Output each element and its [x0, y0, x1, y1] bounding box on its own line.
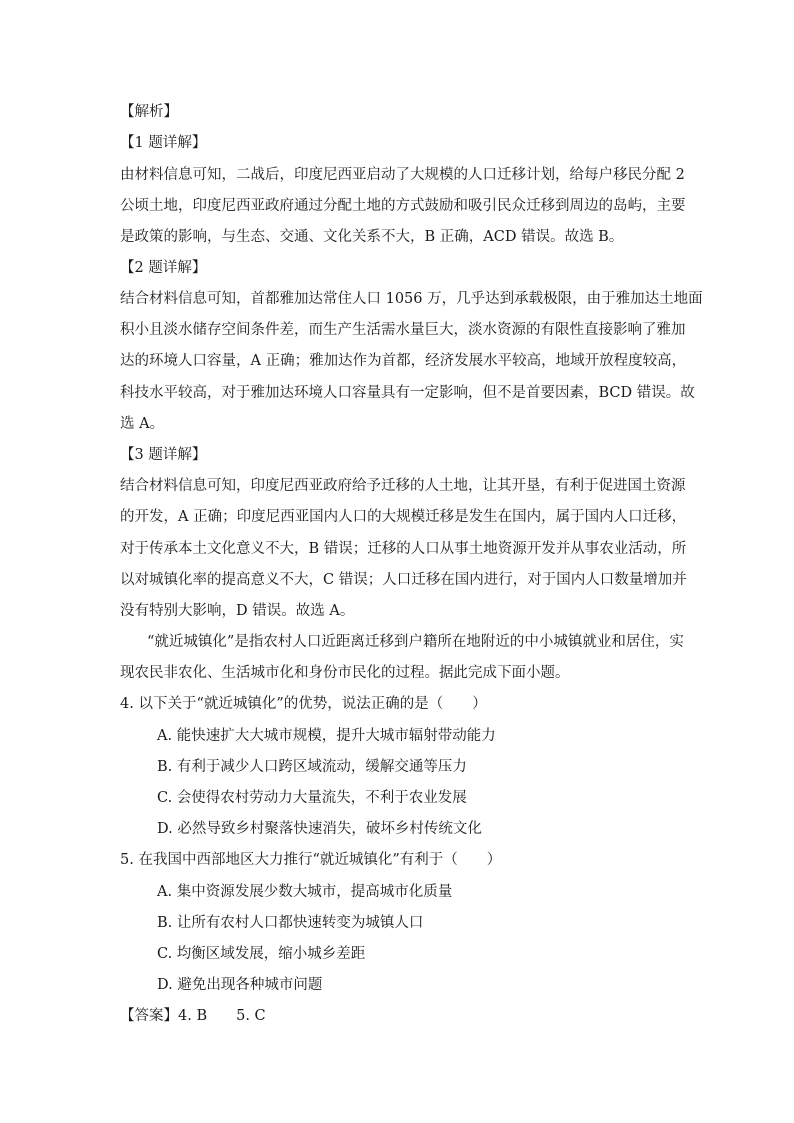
- question-5-option-a: A. 集中资源发展少数大城市，提高城市化质量: [157, 884, 453, 900]
- q3-text-line: 结合材料信息可知，印度尼西亚政府给予迁移的人土地，让其开垦，有利于促进国土资源: [120, 478, 686, 494]
- q2-text-line: 结合材料信息可知，首都雅加达常住人口 1056 万，几乎达到承载极限，由于雅加达土地面: [120, 291, 703, 307]
- question-5-stem: 5. 在我国中西部地区大力推行“就近城镇化”有利于（ ）: [120, 852, 502, 868]
- q1-text-line: 由材料信息可知，二战后，印度尼西亚启动了大规模的人口迁移计划，给每户移民分配 2: [120, 167, 685, 183]
- q3-heading: 【3 题详解】: [120, 447, 207, 463]
- question-5-option-b: B. 让所有农村人口都快速转变为城镇人口: [157, 915, 424, 931]
- q2-text-line: 达的环境人口容量，A 正确；雅加达作为首都，经济发展水平较高，地域开放程度较高，: [120, 353, 687, 369]
- q1-heading: 【1 题详解】: [120, 135, 207, 151]
- analysis-heading: 【解析】: [120, 104, 178, 120]
- question-4-option-a: A. 能快速扩大大城市规模，提升大城市辐射带动能力: [157, 728, 496, 744]
- material-line: 现农民非农化、生活城市化和身份市民化的过程。据此完成下面小题。: [120, 665, 570, 681]
- question-5-option-d: D. 避免出现各种城市问题: [157, 977, 323, 993]
- q3-text-line: 的开发，A 正确；印度尼西亚国内人口的大规模迁移是发生在国内，属于国内人口迁移，: [120, 509, 687, 525]
- material-line: “就近城镇化”是指农村人口近距离迁移到户籍所在地附近的中小城镇就业和居住，实: [147, 634, 684, 650]
- answer-line: [120, 1006, 266, 1026]
- question-4-option-d: D. 必然导致乡村聚落快速消失，破坏乡村传统文化: [157, 821, 482, 837]
- q2-text-line: 积小且淡水储存空间条件差，而生产生活需水量巨大，淡水资源的有限性直接影响了雅加: [120, 322, 686, 338]
- answer-text: 4. B 5. C: [178, 1008, 266, 1024]
- q3-text-line: 对于传承本土文化意义不大，B 错误；迁移的人口从事土地资源开发并从事农业活动，所: [120, 541, 687, 557]
- q1-text-line: 是政策的影响，与生态、交通、文化关系不大，B 正确，ACD 错误。故选 B。: [120, 229, 624, 245]
- question-4-stem: 4. 以下关于“就近城镇化”的优势，说法正确的是（ ）: [120, 696, 487, 712]
- question-4-option-b: B. 有利于减少人口跨区域流动，缓解交通等压力: [157, 759, 467, 775]
- q3-text-line: 没有特别大影响，D 错误。故选 A。: [120, 603, 355, 619]
- answer-label: 【答案】: [120, 1008, 178, 1024]
- q2-heading: 【2 题详解】: [120, 260, 207, 276]
- question-4-option-c: C. 会使得农村劳动力大量流失，不利于农业发展: [157, 790, 467, 806]
- question-5-option-c: C. 均衡区域发展，缩小城乡差距: [157, 946, 366, 962]
- q2-text-line: 科技水平较高，对于雅加达环境人口容量具有一定影响，但不是首要因素，BCD 错误。故: [120, 385, 695, 401]
- q3-text-line: 以对城镇化率的提高意义不大，C 错误；人口迁移在国内进行，对于国内人口数量增加并: [120, 572, 687, 588]
- q1-text-line: 公顷土地，印度尼西亚政府通过分配土地的方式鼓励和吸引民众迁移到周边的岛屿，主要: [120, 198, 686, 214]
- q2-text-line: 选 A。: [120, 416, 165, 432]
